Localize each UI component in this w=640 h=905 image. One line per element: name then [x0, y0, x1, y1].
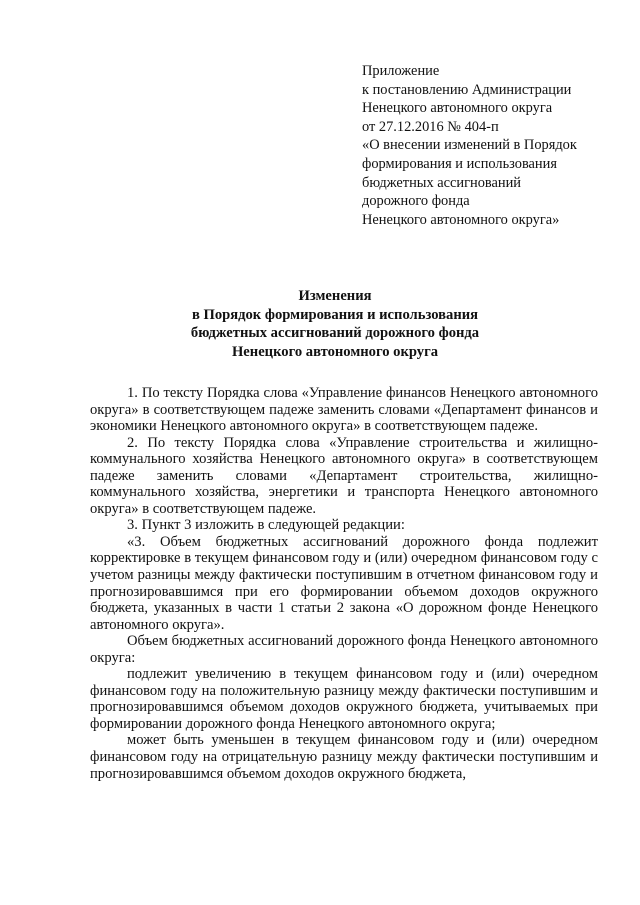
annex-line: бюджетных ассигнований: [362, 174, 522, 191]
paragraph: может быть уменьшен в текущем финансовом году и (или) очередном финансовом году на отрицательную разницу между фактически поступившим и прогнозировавшимся объемом доходов окружного бюджета,: [90, 732, 598, 782]
paragraph: 1. По тексту Порядка слова «Управление финансов Ненецкого автономного округа» в соответствующем падеже заменить словами «Департамент финансов и экономики Ненецкого автономного округа» в соответствующем падеже.: [90, 385, 598, 435]
title-line: бюджетных ассигнований дорожного фонда: [190, 325, 480, 342]
title-line: в Порядок формирования и использования: [191, 306, 479, 323]
annex-line: Ненецкого автономного округа»: [362, 211, 560, 228]
document-body: [90, 385, 598, 782]
title-line: Изменения: [298, 288, 372, 304]
annex-line: от 27.12.2016 № 404-п: [362, 118, 499, 135]
document-title: [90, 287, 580, 362]
annex-line: дорожного фонда: [362, 193, 470, 210]
paragraph: подлежит увеличению в текущем финансовом году и (или) очередном финансовом году на положительную разницу между фактически поступившим и прогнозировавшимся объемом доходов окружного бюджета, учитываемых при формировании дорожного фонда Ненецкого автономного округа;: [90, 666, 598, 732]
annex-line: Ненецкого автономного округа: [362, 100, 553, 117]
paragraph: 3. Пункт 3 изложить в следующей редакции:: [127, 517, 405, 534]
annex-line: формирования и использования: [362, 155, 557, 172]
annex-header: [362, 62, 632, 229]
annex-line: к постановлению Администрации: [362, 81, 572, 98]
paragraph: «3. Объем бюджетных ассигнований дорожного фонда подлежит корректировке в текущем финансовом году и (или) очередном финансовом году с учетом разницы между фактически поступившим в отчетном финансовом году и прогнозировавшимся при его формировании объемом доходов окружного бюджета, указанных в части 1 статьи 2 закона «О дорожном фонде Ненецкого автономного округа».: [90, 533, 598, 633]
annex-line: Приложение: [362, 63, 440, 79]
paragraph: 2. По тексту Порядка слова «Управление строительства и жилищно-коммунального хозяйства Ненецкого автономного округа» в соответствующем падеже заменить словами «Департамент строительства, жилищно-коммунального хозяйства, энергетики и транспорта Ненецкого автономного округа» в соответствующем падеже.: [90, 434, 598, 517]
paragraph: Объем бюджетных ассигнований дорожного фонда Ненецкого автономного округа:: [90, 633, 598, 666]
title-line: Ненецкого автономного округа: [231, 344, 439, 361]
annex-line: «О внесении изменений в Порядок: [362, 137, 577, 154]
